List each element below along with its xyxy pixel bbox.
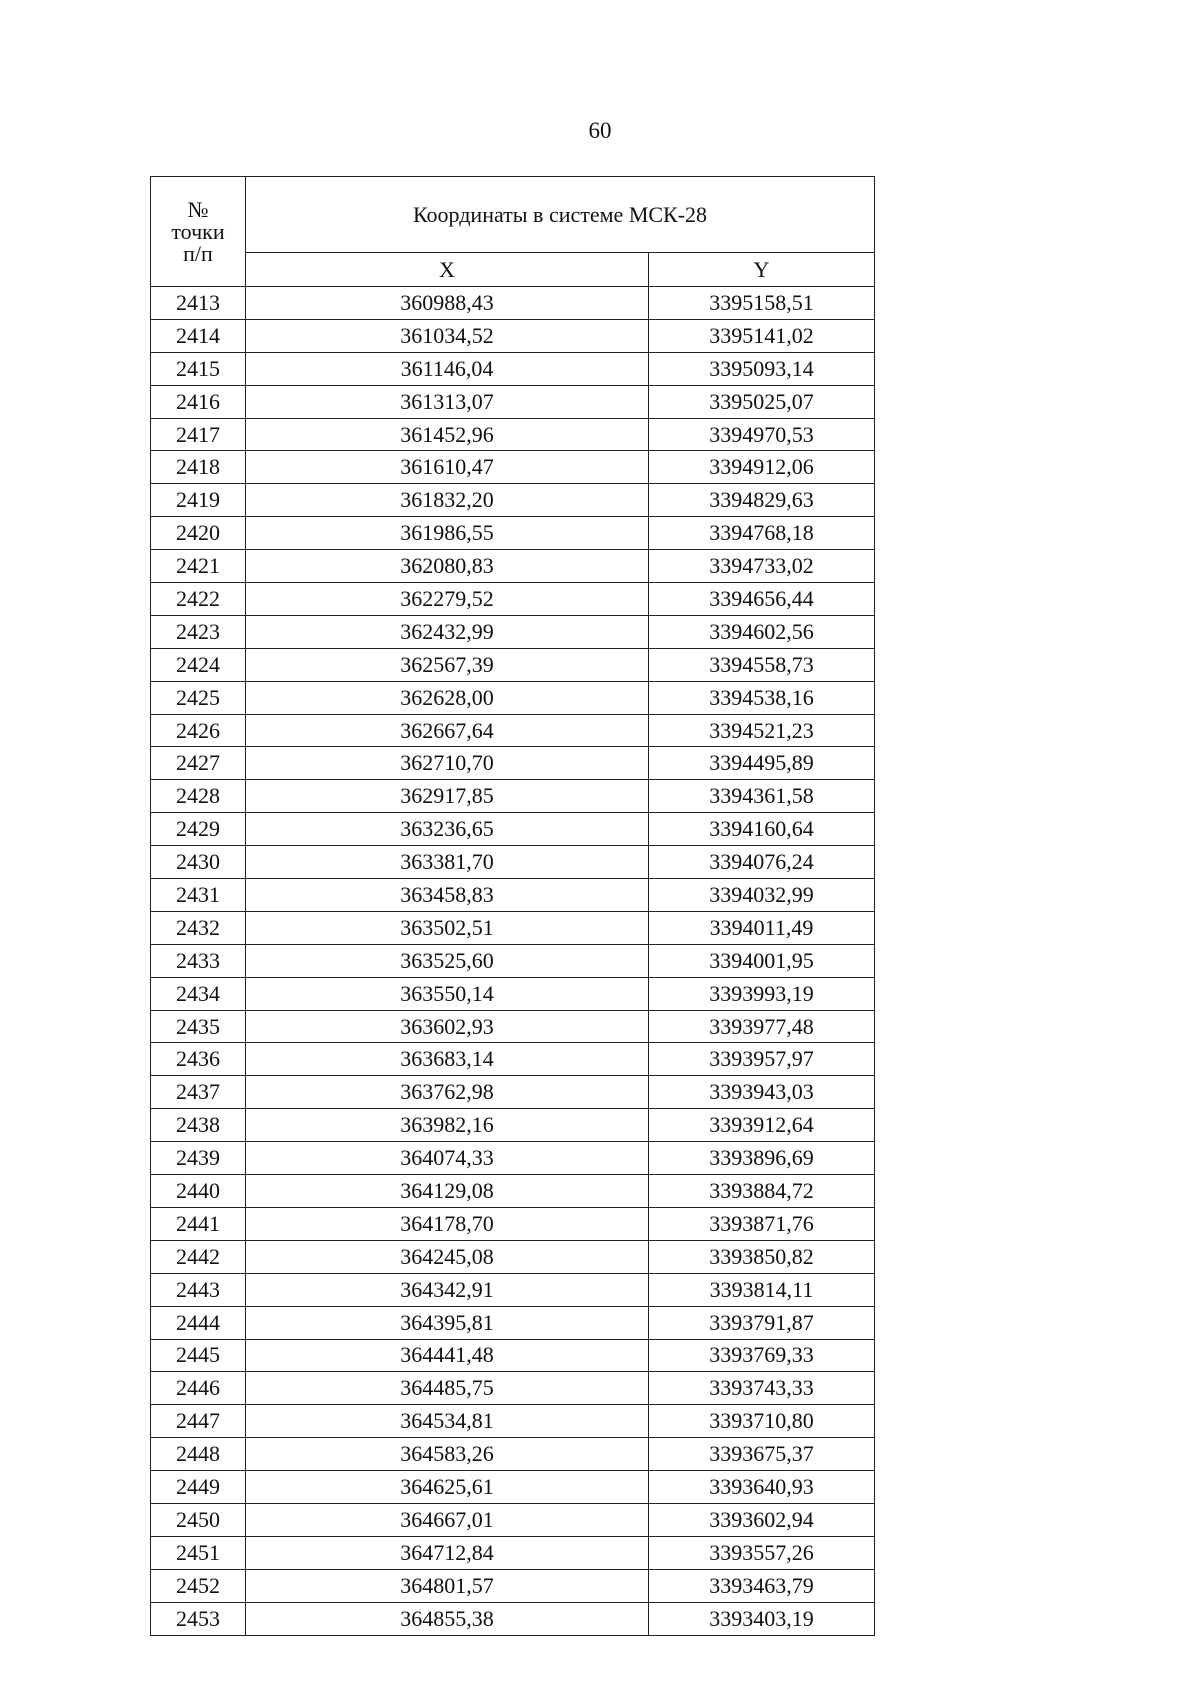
- x-coordinate-cell: 362917,85: [246, 780, 649, 813]
- table-row: [151, 714, 875, 747]
- x-coordinate-cell: 364625,61: [246, 1471, 649, 1504]
- table-row: [151, 944, 875, 977]
- point-number-cell: 2439: [151, 1142, 246, 1175]
- y-coordinate-cell: 3393884,72: [649, 1175, 875, 1208]
- x-coordinate-cell: 363602,93: [246, 1010, 649, 1043]
- y-coordinate-cell: 3394538,16: [649, 681, 875, 714]
- y-coordinate-cell: 3394495,89: [649, 747, 875, 780]
- point-number-cell: 2420: [151, 517, 246, 550]
- coordinates-title-header: Координаты в системе МСК-28: [246, 177, 875, 253]
- x-coordinate-cell: 364667,01: [246, 1503, 649, 1536]
- x-coordinate-cell: 361832,20: [246, 484, 649, 517]
- x-coordinate-cell: 362667,64: [246, 714, 649, 747]
- point-number-cell: 2423: [151, 615, 246, 648]
- point-number-cell: 2424: [151, 648, 246, 681]
- x-coordinate-cell: 364855,38: [246, 1602, 649, 1635]
- table-row: [151, 1306, 875, 1339]
- table-row: [151, 1207, 875, 1240]
- x-coordinate-cell: 364712,84: [246, 1536, 649, 1569]
- point-number-cell: 2448: [151, 1438, 246, 1471]
- y-coordinate-cell: 3395158,51: [649, 287, 875, 320]
- x-coordinate-cell: 362567,39: [246, 648, 649, 681]
- y-coordinate-cell: 3393640,93: [649, 1471, 875, 1504]
- x-coordinate-cell: 363550,14: [246, 977, 649, 1010]
- y-column-header: Y: [649, 253, 875, 287]
- y-coordinate-cell: 3394521,23: [649, 714, 875, 747]
- x-coordinate-cell: 364583,26: [246, 1438, 649, 1471]
- point-number-cell: 2440: [151, 1175, 246, 1208]
- x-coordinate-cell: 364129,08: [246, 1175, 649, 1208]
- table-row: [151, 352, 875, 385]
- y-coordinate-cell: 3393814,11: [649, 1273, 875, 1306]
- x-coordinate-cell: 363762,98: [246, 1076, 649, 1109]
- y-coordinate-cell: 3394076,24: [649, 846, 875, 879]
- x-coordinate-cell: 363525,60: [246, 944, 649, 977]
- point-number-cell: 2435: [151, 1010, 246, 1043]
- table-row: [151, 1142, 875, 1175]
- x-coordinate-cell: 364801,57: [246, 1569, 649, 1602]
- table-row: [151, 1043, 875, 1076]
- point-number-cell: 2431: [151, 879, 246, 912]
- x-coordinate-cell: 360988,43: [246, 287, 649, 320]
- table-row: [151, 484, 875, 517]
- x-coordinate-cell: 362710,70: [246, 747, 649, 780]
- table-row: [151, 1569, 875, 1602]
- table-row: [151, 451, 875, 484]
- table-row: [151, 385, 875, 418]
- x-coordinate-cell: 361146,04: [246, 352, 649, 385]
- point-number-cell: 2413: [151, 287, 246, 320]
- y-coordinate-cell: 3395025,07: [649, 385, 875, 418]
- x-coordinate-cell: 363236,65: [246, 813, 649, 846]
- y-coordinate-cell: 3393896,69: [649, 1142, 875, 1175]
- y-coordinate-cell: 3393850,82: [649, 1240, 875, 1273]
- y-coordinate-cell: 3394558,73: [649, 648, 875, 681]
- x-coordinate-cell: 362279,52: [246, 583, 649, 616]
- y-coordinate-cell: 3393871,76: [649, 1207, 875, 1240]
- x-coordinate-cell: 362080,83: [246, 550, 649, 583]
- y-coordinate-cell: 3393993,19: [649, 977, 875, 1010]
- y-coordinate-cell: 3394160,64: [649, 813, 875, 846]
- x-coordinate-cell: 361313,07: [246, 385, 649, 418]
- table-row: [151, 1273, 875, 1306]
- table-row: [151, 813, 875, 846]
- point-number-cell: 2450: [151, 1503, 246, 1536]
- point-number-cell: 2442: [151, 1240, 246, 1273]
- table-row: [151, 615, 875, 648]
- point-number-cell: 2429: [151, 813, 246, 846]
- table-row: [151, 846, 875, 879]
- x-coordinate-cell: 364485,75: [246, 1372, 649, 1405]
- y-coordinate-cell: 3393791,87: [649, 1306, 875, 1339]
- y-coordinate-cell: 3394361,58: [649, 780, 875, 813]
- y-coordinate-cell: 3394656,44: [649, 583, 875, 616]
- table-row: [151, 550, 875, 583]
- x-coordinate-cell: 361986,55: [246, 517, 649, 550]
- table-row: [151, 780, 875, 813]
- point-number-cell: 2425: [151, 681, 246, 714]
- x-coordinate-cell: 363683,14: [246, 1043, 649, 1076]
- x-coordinate-cell: 364074,33: [246, 1142, 649, 1175]
- y-coordinate-cell: 3393403,19: [649, 1602, 875, 1635]
- table-row: [151, 1438, 875, 1471]
- point-number-cell: 2418: [151, 451, 246, 484]
- table-body: [151, 287, 875, 1636]
- point-number-cell: 2430: [151, 846, 246, 879]
- table-row: [151, 879, 875, 912]
- table-row: [151, 418, 875, 451]
- y-coordinate-cell: 3393957,97: [649, 1043, 875, 1076]
- x-coordinate-cell: 364245,08: [246, 1240, 649, 1273]
- x-coordinate-cell: 361610,47: [246, 451, 649, 484]
- table-row: [151, 911, 875, 944]
- table-row: [151, 517, 875, 550]
- point-number-cell: 2434: [151, 977, 246, 1010]
- y-coordinate-cell: 3393912,64: [649, 1109, 875, 1142]
- table-row: [151, 1372, 875, 1405]
- point-number-cell: 2441: [151, 1207, 246, 1240]
- point-number-cell: 2432: [151, 911, 246, 944]
- y-coordinate-cell: 3393463,79: [649, 1569, 875, 1602]
- y-coordinate-cell: 3394768,18: [649, 517, 875, 550]
- table-row: [151, 1339, 875, 1372]
- point-number-cell: 2419: [151, 484, 246, 517]
- point-number-cell: 2438: [151, 1109, 246, 1142]
- point-number-cell: 2452: [151, 1569, 246, 1602]
- point-number-cell: 2422: [151, 583, 246, 616]
- x-coordinate-cell: 363982,16: [246, 1109, 649, 1142]
- point-number-cell: 2428: [151, 780, 246, 813]
- y-coordinate-cell: 3394032,99: [649, 879, 875, 912]
- y-coordinate-cell: 3393557,26: [649, 1536, 875, 1569]
- point-number-cell: 2433: [151, 944, 246, 977]
- table-row: [151, 1010, 875, 1043]
- point-number-cell: 2436: [151, 1043, 246, 1076]
- y-coordinate-cell: 3395093,14: [649, 352, 875, 385]
- table-row: [151, 681, 875, 714]
- point-number-cell: 2426: [151, 714, 246, 747]
- y-coordinate-cell: 3393977,48: [649, 1010, 875, 1043]
- table-header: [151, 177, 875, 287]
- x-coordinate-cell: 363381,70: [246, 846, 649, 879]
- point-number-cell: 2443: [151, 1273, 246, 1306]
- table-row: [151, 1536, 875, 1569]
- point-number-cell: 2417: [151, 418, 246, 451]
- point-number-cell: 2416: [151, 385, 246, 418]
- y-coordinate-cell: 3394001,95: [649, 944, 875, 977]
- x-coordinate-cell: 363458,83: [246, 879, 649, 912]
- y-coordinate-cell: 3394011,49: [649, 911, 875, 944]
- y-coordinate-cell: 3393710,80: [649, 1405, 875, 1438]
- table-row: [151, 1175, 875, 1208]
- table-row: [151, 747, 875, 780]
- x-coordinate-cell: 364441,48: [246, 1339, 649, 1372]
- point-number-cell: 2444: [151, 1306, 246, 1339]
- point-number-header: [151, 177, 246, 287]
- y-coordinate-cell: 3393943,03: [649, 1076, 875, 1109]
- point-number-cell: 2421: [151, 550, 246, 583]
- table-row: [151, 1503, 875, 1536]
- x-coordinate-cell: 361452,96: [246, 418, 649, 451]
- point-number-cell: 2446: [151, 1372, 246, 1405]
- table-row: [151, 1405, 875, 1438]
- y-coordinate-cell: 3394970,53: [649, 418, 875, 451]
- coordinates-table: [150, 176, 875, 1636]
- point-number-cell: 2449: [151, 1471, 246, 1504]
- y-coordinate-cell: 3394733,02: [649, 550, 875, 583]
- point-number-cell: 2447: [151, 1405, 246, 1438]
- table-row: [151, 583, 875, 616]
- x-coordinate-cell: 361034,52: [246, 319, 649, 352]
- y-coordinate-cell: 3393602,94: [649, 1503, 875, 1536]
- table-row: [151, 1109, 875, 1142]
- table-row: [151, 1471, 875, 1504]
- table-row: [151, 319, 875, 352]
- x-coordinate-cell: 363502,51: [246, 911, 649, 944]
- point-number-cell: 2437: [151, 1076, 246, 1109]
- x-coordinate-cell: 364178,70: [246, 1207, 649, 1240]
- point-number-cell: 2427: [151, 747, 246, 780]
- x-coordinate-cell: 364342,91: [246, 1273, 649, 1306]
- y-coordinate-cell: 3395141,02: [649, 319, 875, 352]
- y-coordinate-cell: 3394829,63: [649, 484, 875, 517]
- table-row: [151, 287, 875, 320]
- x-coordinate-cell: 362432,99: [246, 615, 649, 648]
- x-coordinate-cell: 364534,81: [246, 1405, 649, 1438]
- table-row: [151, 977, 875, 1010]
- point-number-cell: 2415: [151, 352, 246, 385]
- y-coordinate-cell: 3393743,33: [649, 1372, 875, 1405]
- point-number-cell: 2453: [151, 1602, 246, 1635]
- point-number-cell: 2445: [151, 1339, 246, 1372]
- x-coordinate-cell: 362628,00: [246, 681, 649, 714]
- x-coordinate-cell: 364395,81: [246, 1306, 649, 1339]
- table-row: [151, 648, 875, 681]
- y-coordinate-cell: 3394602,56: [649, 615, 875, 648]
- number-sign: №: [187, 196, 209, 222]
- table-row: [151, 1076, 875, 1109]
- y-coordinate-cell: 3394912,06: [649, 451, 875, 484]
- table-row: [151, 1602, 875, 1635]
- y-coordinate-cell: 3393675,37: [649, 1438, 875, 1471]
- table-row: [151, 1240, 875, 1273]
- point-number-cell: 2414: [151, 319, 246, 352]
- ordinal-abbrev: п/п: [183, 240, 213, 266]
- y-coordinate-cell: 3393769,33: [649, 1339, 875, 1372]
- x-column-header: X: [246, 253, 649, 287]
- point-word: точки: [171, 218, 225, 244]
- point-number-cell: 2451: [151, 1536, 246, 1569]
- page-number: 60: [588, 118, 612, 143]
